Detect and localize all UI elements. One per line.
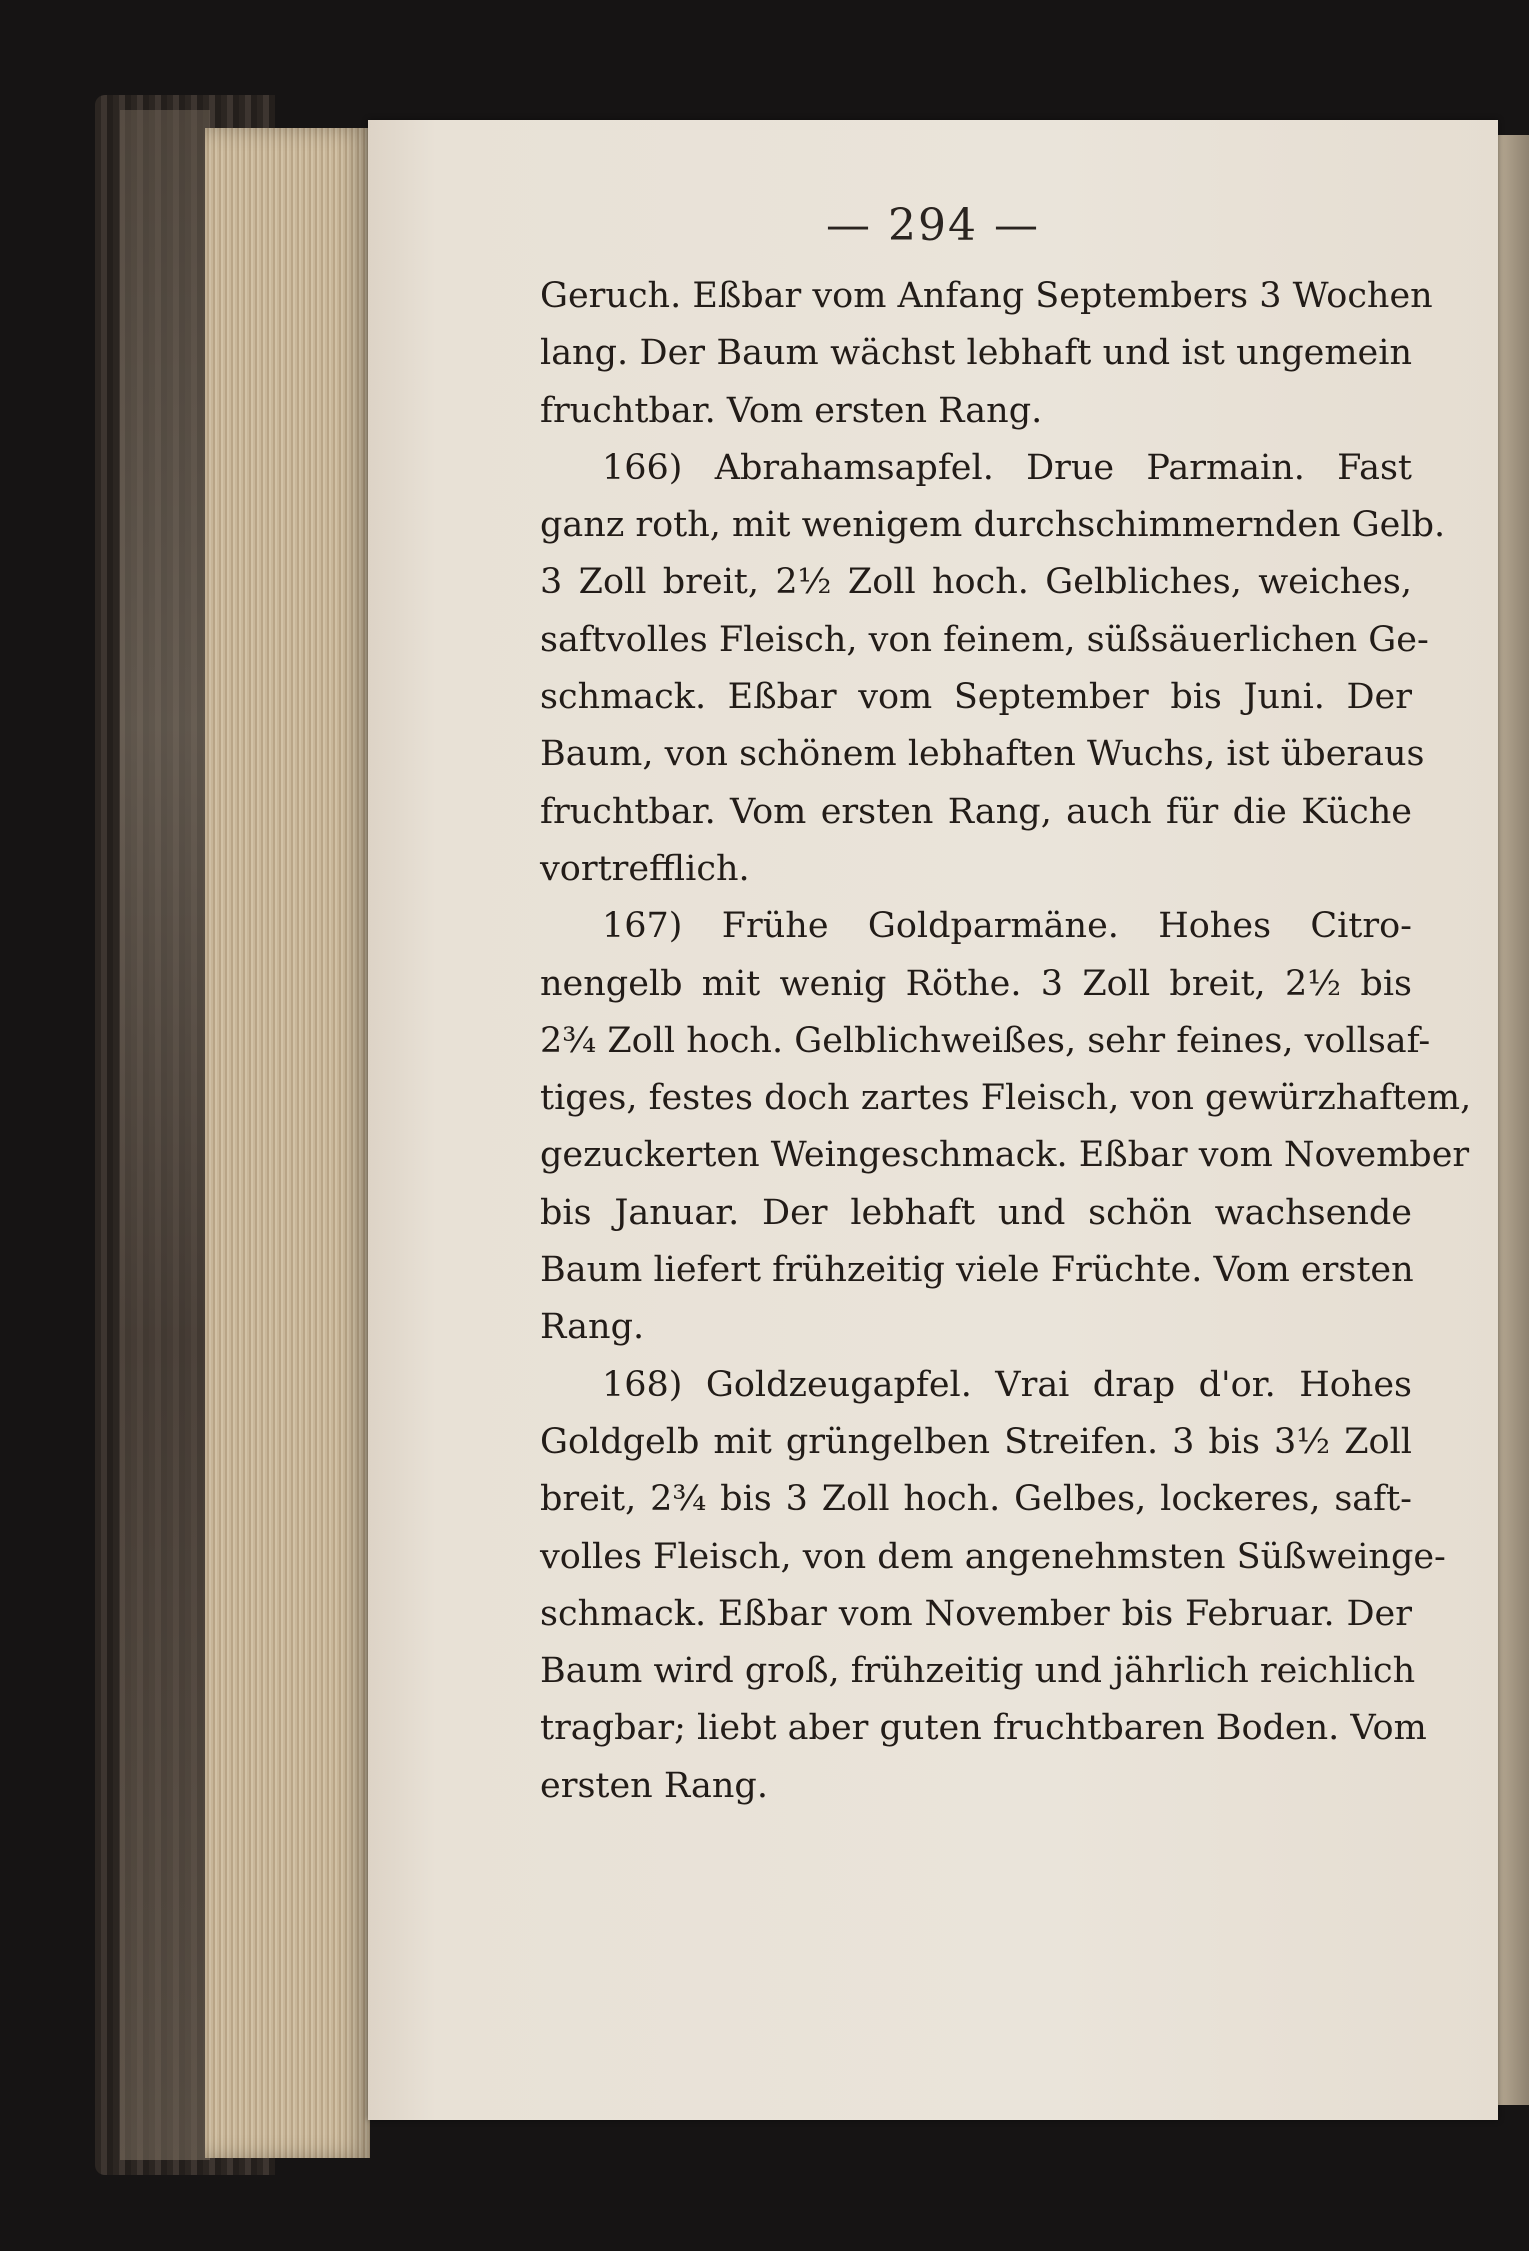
text-line: schmack. Eßbar vom November bis Februar. Der [540,1593,1412,1634]
page-number: — 294 — [826,200,1040,251]
worn-spine [120,110,210,2160]
text-line: Rang. [540,1307,645,1348]
text-line: schmack. Eßbar vom September bis Juni. Der [540,677,1412,718]
text-line: Goldgelb mit grüngelben Streifen. 3 bis 3½ Zoll [540,1421,1412,1462]
text-line: saftvolles Fleisch, von feinem, süßsäuerlichen Ge- [540,619,1429,660]
next-page-edge [1498,135,1529,2105]
text-line: gezuckerten Weingeschmack. Eßbar vom November [540,1135,1470,1176]
text-line: lang. Der Baum wächst lebhaft und ist ungemein [540,333,1412,374]
text-line: Baum, von schönem lebhaften Wuchs, ist überaus [540,734,1425,775]
text-line: ganz roth, mit wenigem durchschimmernden Gelb. [540,505,1446,546]
text-line: Geruch. Eßbar vom Anfang Septembers 3 Wochen [540,276,1433,316]
book-page [368,120,1498,2120]
page-edges [205,128,370,2158]
text-line: fruchtbar. Vom ersten Rang. [540,390,1043,431]
text-line: volles Fleisch, von dem angenehmsten Süßweinge- [540,1536,1446,1577]
text-line: fruchtbar. Vom ersten Rang, auch für die Küche [540,791,1412,832]
entry-168-heading: 168) Goldzeugapfel. Vrai drap d'or. Hohes [602,1364,1412,1405]
text-line: ersten Rang. [540,1765,768,1806]
text-line: Baum wird groß, frühzeitig und jährlich reichlich [540,1651,1416,1692]
text-line: tragbar; liebt aber guten fruchtbaren Boden. Vom [540,1708,1427,1749]
entry-167-heading: 167) Frühe Goldparmäne. Hohes Citro- [602,906,1412,947]
text-line: tiges, festes doch zartes Fleisch, von gewürzhaftem, [540,1078,1472,1119]
text-line: vortrefflich. [540,848,750,889]
text-line: 2¾ Zoll hoch. Gelblichweißes, sehr feines, vollsaf- [540,1020,1431,1061]
text-line: breit, 2¾ bis 3 Zoll hoch. Gelbes, lockeres, saft- [540,1479,1412,1520]
text-line: Baum liefert frühzeitig viele Früchte. Vom ersten [540,1250,1414,1291]
entry-166-heading: 166) Abrahamsapfel. Drue Parmain. Fast [602,447,1412,488]
text-line: bis Januar. Der lebhaft und schön wachsende [540,1192,1412,1233]
text-line: 3 Zoll breit, 2½ Zoll hoch. Gelbliches, weiches, [540,562,1412,603]
page-text [540,268,1472,1815]
text-line: nengelb mit wenig Röthe. 3 Zoll breit, 2½ bis [540,963,1412,1004]
